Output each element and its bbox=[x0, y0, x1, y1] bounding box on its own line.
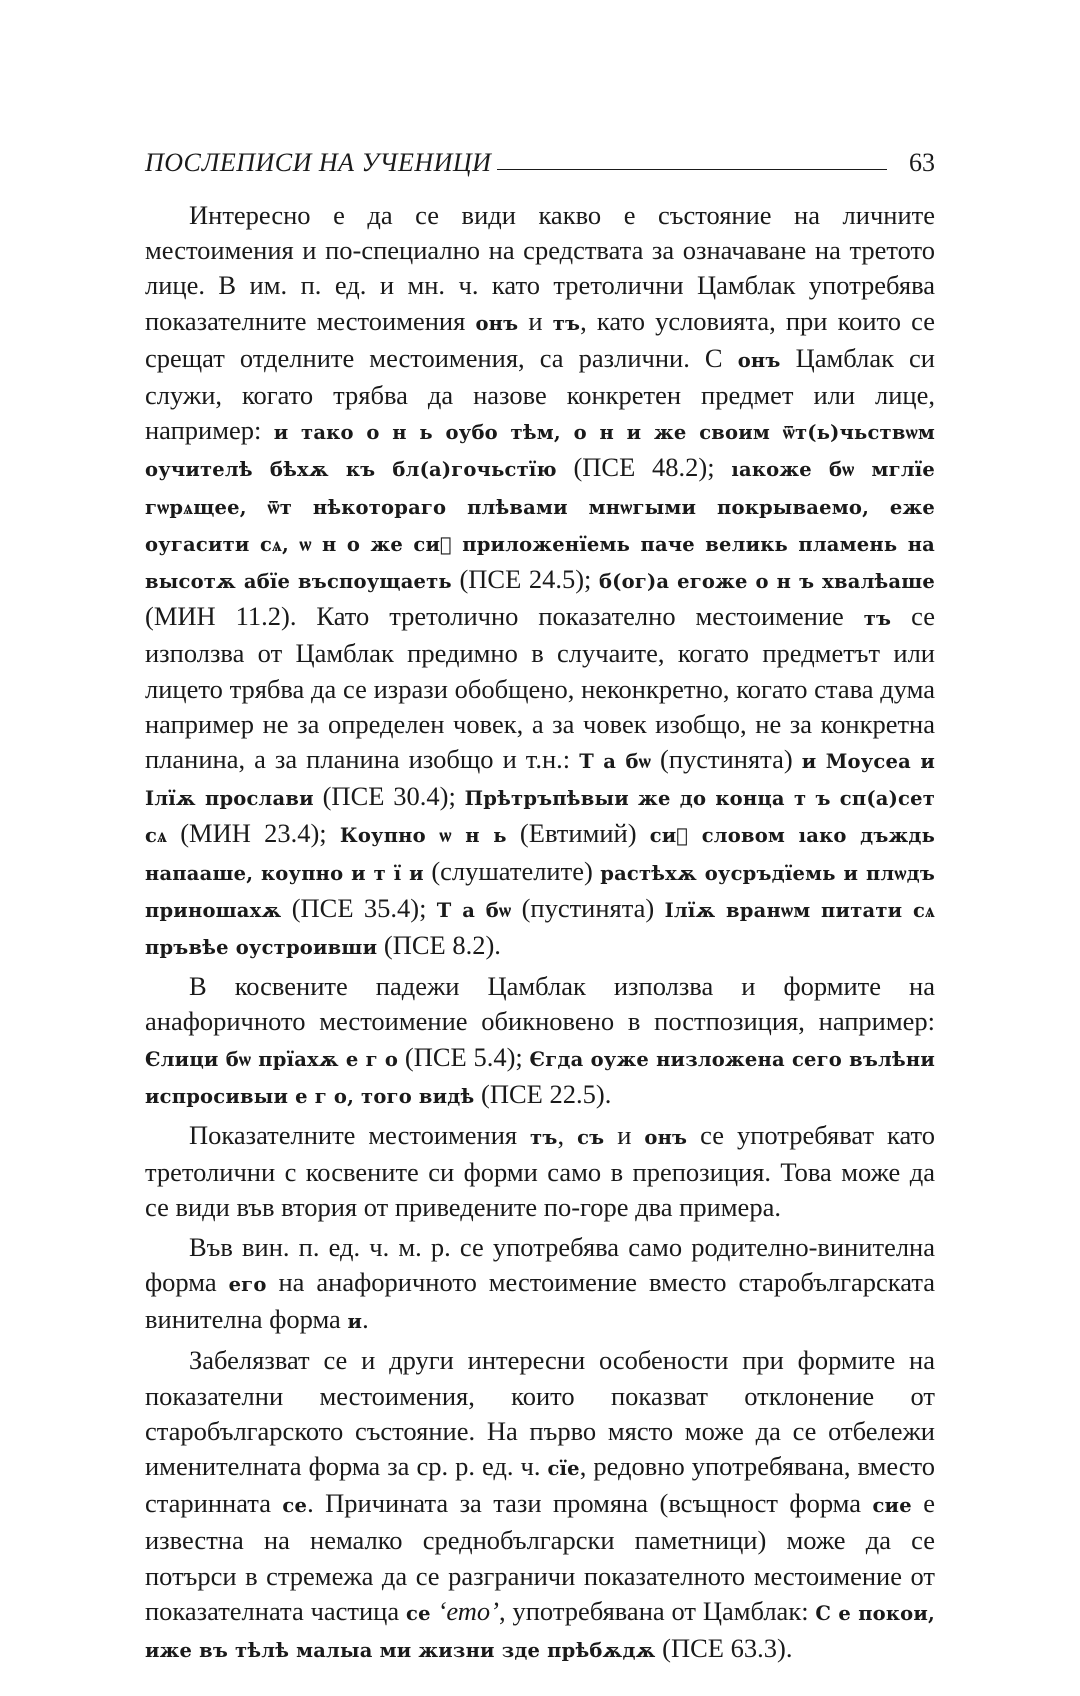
text-run: (МИН 23.4); bbox=[167, 818, 340, 849]
old-bulgarian-quote: Т а бѡ bbox=[579, 750, 651, 774]
old-bulgarian-quote: ıакоже бѡ мглїе гѡрѧщее, ѿт нѣкотораго плѣвами мнѡгыми покрываемо, еже оугасити сѧ, ѡ н о же сиⷯ приложенїемь паче великь пламень на высотѫ абїе въспоущаеть bbox=[145, 458, 935, 594]
text-run: (ПСЕ 63.3). bbox=[655, 1632, 793, 1663]
text-run: , редовно употребявана, вместо старинната bbox=[145, 1450, 936, 1519]
text-run: (МИН 11.2). Като третолично показателно местоимение bbox=[145, 601, 864, 632]
old-bulgarian-quote: Єлици бѡ прїахѫ е г о bbox=[145, 1047, 399, 1071]
old-bulgarian-quote: онъ bbox=[737, 348, 781, 372]
running-title: ПОСЛЕПИСИ НА УЧЕНИЦИ bbox=[145, 148, 492, 177]
paragraph bbox=[145, 1343, 935, 1668]
old-bulgarian-quote: се bbox=[406, 1601, 431, 1625]
old-bulgarian-quote: и bbox=[347, 1310, 363, 1334]
old-bulgarian-quote: Єгда оуже низложена сего вълѣни испросивыи е г о, того видѣ bbox=[145, 1047, 936, 1108]
text-run: Цамблак си служи, когато трябва да назове конкретен предмет или лице, например: bbox=[145, 342, 935, 446]
old-bulgarian-quote: се bbox=[282, 1494, 308, 1518]
text-run: (пустинята) bbox=[511, 892, 665, 923]
old-bulgarian-quote: съ bbox=[577, 1126, 605, 1150]
text-run: , като условията, при които се срещат отделните местоимения, са различни. С bbox=[145, 305, 935, 373]
gloss-italic: ‘ето’ bbox=[437, 1595, 500, 1626]
text-run: Във вин. п. ед. ч. м. р. се употребява само родително-винителна форма bbox=[145, 1231, 935, 1297]
text-run: Забелязват се и други интересни особености при формите на показателни местоимения, които показват отклонение от старобългарското състояние. На първо място може да се отбележи именителната форма за ср. р. ед. ч. bbox=[145, 1345, 935, 1481]
text-run: (ПСЕ 5.4); bbox=[398, 1041, 530, 1072]
text-run: , bbox=[557, 1120, 578, 1151]
old-bulgarian-quote: и тако о н ь оубо тѣм, о н и же своим ѿт(ь)чьствѡм оучителѣ бѣхѫ къ бл(а)гочьстїю bbox=[145, 421, 935, 482]
text-run: (ПСЕ 24.5); bbox=[451, 564, 599, 595]
text-run: (слушателите) bbox=[423, 855, 601, 886]
text-run: (ПСЕ 8.2). bbox=[377, 930, 501, 961]
old-bulgarian-quote: тъ bbox=[530, 1126, 558, 1150]
text-run: , употребявана от Цамблак: bbox=[499, 1595, 816, 1626]
old-bulgarian-quote: б(ог)а егоже о н ъ хвалѣаше bbox=[598, 570, 936, 594]
text-run: се употребяват като третолични с косвените си форми само в препозиция. Това може да се види във втория от приведените по-горе два примера. bbox=[145, 1120, 936, 1223]
text-run: се използва от Цамблак предимно в случаите, когато предметът или лицето трябва да се изрази обобщено, неконкретно, когато става дума например не за определен човек, а за човек изобщо, не за конкретна планина, а за планина изобщо и т.н.: bbox=[145, 601, 935, 775]
old-bulgarian-quote: его bbox=[228, 1272, 267, 1296]
text-run: Показателните местоимения bbox=[189, 1120, 531, 1151]
old-bulgarian-quote: растѣхѫ оусръдїемь и плѡдъ приношахѫ bbox=[145, 861, 935, 922]
paragraph bbox=[145, 1118, 935, 1226]
text-run: (ПСЕ 35.4); bbox=[281, 892, 437, 923]
page-number: 63 bbox=[909, 148, 935, 177]
old-bulgarian-quote: Прѣтръпѣвыи же до конца т ъ сп(а)сет сѧ bbox=[145, 787, 935, 848]
paragraph bbox=[145, 969, 935, 1114]
old-bulgarian-quote: Т а бѡ bbox=[436, 898, 512, 922]
old-bulgarian-quote: и Моусеа и Ілїѫ прослави bbox=[145, 750, 935, 811]
text-run: (ПСЕ 48.2); bbox=[556, 452, 732, 483]
text-run: (ПСЕ 22.5). bbox=[474, 1078, 612, 1109]
old-bulgarian-quote: Ілїѫ вранѡм питати сѧ пръвѣе оустроивши bbox=[145, 898, 935, 960]
text-run: (ПСЕ 30.4); bbox=[313, 781, 465, 812]
old-bulgarian-quote: сиⷯ словом ıако дъждь напааше, коупно и т ї и bbox=[145, 824, 936, 885]
old-bulgarian-quote: тъ bbox=[552, 311, 581, 335]
text-run: В косвените падежи Цамблак използва и формите на анафоричното местоимение обикновено в постпозиция, например: bbox=[145, 971, 935, 1037]
running-header bbox=[145, 138, 935, 178]
text-run: . Причината за тази промяна (всъщност форма bbox=[307, 1488, 873, 1519]
old-bulgarian-quote: сие bbox=[872, 1494, 912, 1518]
paragraph bbox=[145, 198, 935, 965]
text-run: (пустинята) bbox=[651, 744, 802, 775]
old-bulgarian-quote: Коупно ѡ н ь bbox=[339, 824, 507, 848]
paragraph bbox=[145, 1230, 935, 1340]
text-run: на анафоричното местоимение вместо старобългарската винителна форма bbox=[145, 1266, 935, 1335]
old-bulgarian-quote: онъ bbox=[644, 1126, 688, 1150]
text-run: и bbox=[604, 1120, 645, 1151]
text-run bbox=[431, 1596, 438, 1626]
text-run: е известна на немалко среднобългарски паметници) може да се потърси в стремежа да се разграничи показателното местоимение от показателната частица bbox=[145, 1488, 936, 1626]
text-run: и bbox=[518, 305, 553, 336]
old-bulgarian-quote: С е покои, иже въ тѣлѣ малыа ми жизни зде прѣбѫдѫ bbox=[145, 1601, 936, 1662]
text-run: (Евтимий) bbox=[506, 818, 650, 849]
text-run: Интересно е да се види какво е състояние на личните местоимения и по-специално на средствата за означаване на третото лице. В им. п. ед. и мн. ч. като третолични Цамблак употребява показателните местоимения bbox=[145, 200, 935, 336]
header-rule bbox=[497, 169, 887, 170]
old-bulgarian-quote: сїе bbox=[547, 1456, 580, 1480]
text-run: . bbox=[362, 1304, 369, 1335]
body-text bbox=[145, 198, 935, 1672]
old-bulgarian-quote: тъ bbox=[863, 607, 892, 631]
old-bulgarian-quote: онъ bbox=[475, 311, 519, 335]
